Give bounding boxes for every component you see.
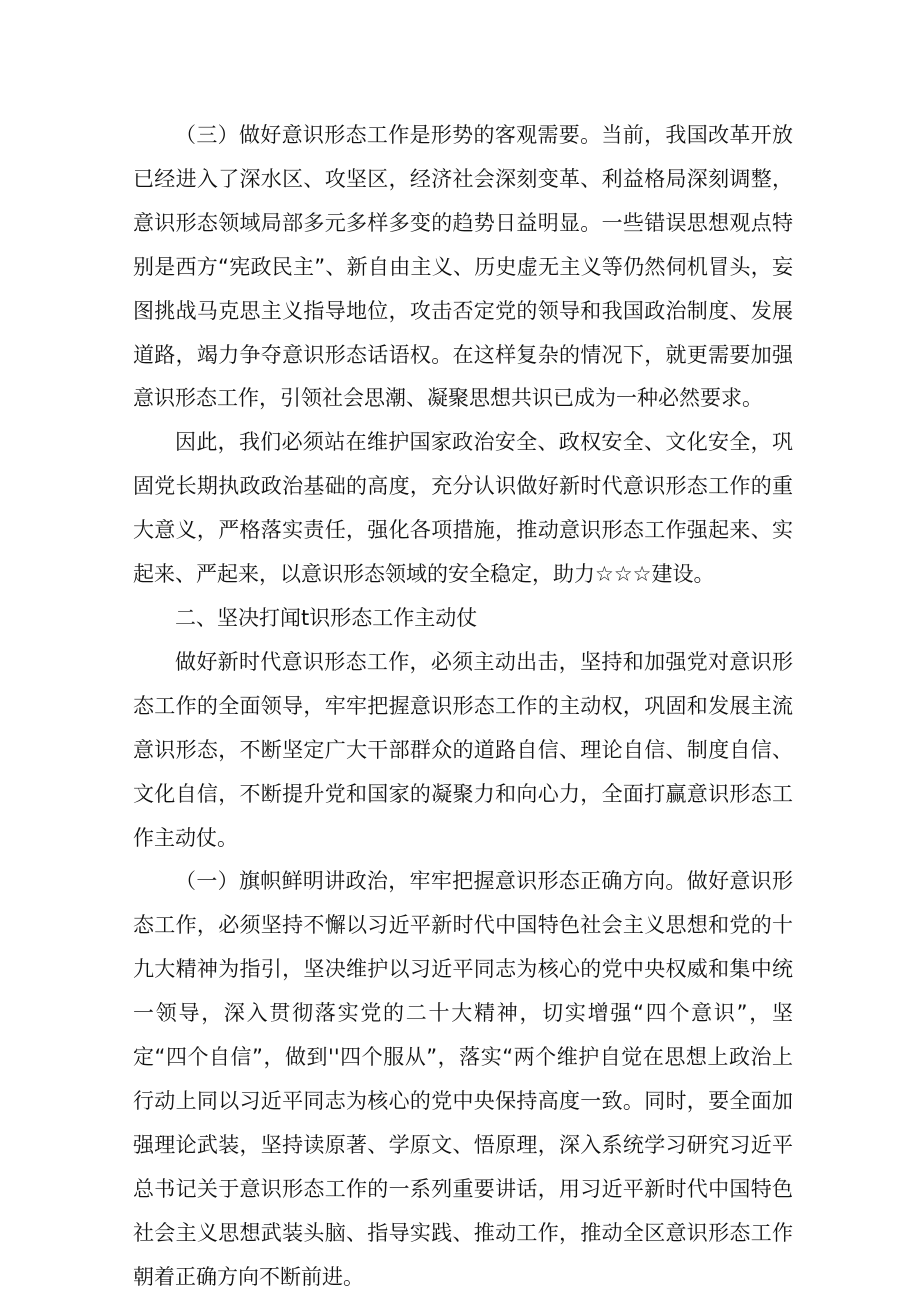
paragraph-politics-direction: （一）旗帜鲜明讲政治，牢牢把握意识形态正确方向。做好意识形态工作，必须坚持不懈以习近平新时代中国特色社会主义思想和党的十九大精神为指引，坚决维护以习近平同志为核心的党中央权威和集中统一领导，深入贯彻落实党的二十大精神，切实增强“四个意识”，坚定“四个自信”，做到''四个服从”，落实“两个维护自觉在思想上政治上行动上同以习近平同志为核心的党中央保持高度一致。同时，要全面加强理论武装，坚持读原著、学原文、悟原理，深入系统学习研究习近平总书记关于意识形态工作的一系列重要讲话，用习近平新时代中国特色社会主义思想武装头脑、指导实践、推动工作，推动全区意识形态工作朝着正确方向不断前进。 bbox=[133, 869, 793, 1289]
paragraph-proactive: 做好新时代意识形态工作，必须主动出击，坚持和加强党对意识形态工作的全面领导，牢牢把握意识形态工作的主动权，巩固和发展主流意识形态，不断坚定广大干部群众的道路自信、理论自信、制度自信、文化自信，不断提升党和国家的凝聚力和向心力，全面打赢意识形态工作主动仗。 bbox=[133, 649, 793, 850]
paragraph-therefore: 因此，我们必须站在维护国家政治安全、政权安全、文化安全，巩固党长期执政政治基础的高度，充分认识做好新时代意识形态工作的重大意义，严格落实责任，强化各项措施，推动意识形态工作强起来、实起来、严起来，以意识形态领域的安全稳定，助力☆☆☆建设。 bbox=[133, 430, 793, 587]
document-body bbox=[133, 114, 793, 1299]
section-heading-2: 二、坚决打闻t识形态工作主动仗 bbox=[175, 605, 478, 630]
paragraph-situation-need: （三）做好意识形态工作是形势的客观需要。当前，我国改革开放已经进入了深水区、攻坚区，经济社会深刻变革、利益格局深刻调整，意识形态领域局部多元多样多变的趋势日益明显。一些错误思想观点特别是西方“宪政民主”、新自由主义、历史虚无主义等仍然伺机冒头，妄图挑战马克思主义指导地位，攻击否定党的领导和我国政治制度、发展道路，竭力争夺意识形态话语权。在这样复杂的情况下，就更需要加强意识形态工作，引领社会思潮、凝聚思想共识已成为一种必然要求。 bbox=[133, 123, 793, 411]
